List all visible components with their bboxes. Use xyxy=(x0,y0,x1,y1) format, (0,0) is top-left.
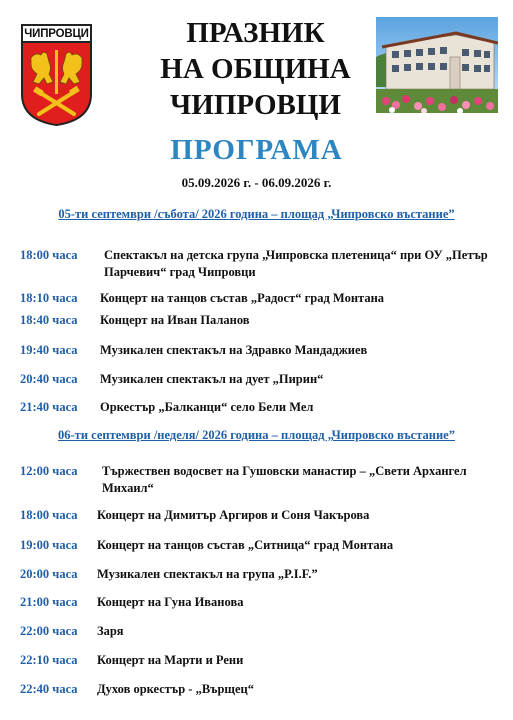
event-description: Концерт на танцов състав „Радост“ град Монтана xyxy=(100,291,385,305)
day-1-header: 05-ти септември /събота/ 2026 година – площад „Чипровско въстание” xyxy=(58,207,455,221)
event-description: Музикален спектакъл на дует „Пирин“ xyxy=(100,372,324,386)
event-description: Концерт на Иван Паланов xyxy=(100,313,250,327)
event-description: Спектакъл на детска група „Чипровска плетеница“ при ОУ „Петър Парчевич“ град Чипровци xyxy=(104,248,488,279)
title-line-2: НА ОБЩИНА xyxy=(160,53,351,85)
crest-label: ЧИПРОВЦИ xyxy=(24,28,89,40)
town-hall-photo xyxy=(376,17,498,113)
event-row xyxy=(20,463,500,497)
title-line-1: ПРАЗНИК xyxy=(186,17,325,49)
event-row xyxy=(20,312,500,329)
event-time: 19:00 часа xyxy=(20,538,78,552)
event-row xyxy=(20,594,500,611)
event-description: Тържествен водосвет на Гушовски манастир – „Свети Архангел Михаил“ xyxy=(102,464,467,495)
event-time: 20:40 часа xyxy=(20,372,78,386)
event-time: 19:40 часа xyxy=(20,343,78,357)
event-time: 22:00 часа xyxy=(20,624,78,638)
event-description: Концерт на танцов състав „Ситница“ град Монтана xyxy=(97,538,394,552)
event-row xyxy=(20,652,500,669)
festival-dates: 05.09.2026 г. - 06.09.2026 г. xyxy=(181,175,332,190)
municipality-crest xyxy=(19,22,94,127)
event-time: 18:00 часа xyxy=(20,248,78,262)
event-row xyxy=(20,507,500,524)
event-description: Духов оркестър - „Върщец“ xyxy=(97,682,254,696)
event-time: 20:00 часа xyxy=(20,567,78,581)
event-time: 18:40 часа xyxy=(20,313,78,327)
event-description: Музикален спектакъл на Здравко Мандаджиев xyxy=(100,343,368,357)
event-time: 12:00 часа xyxy=(20,464,78,478)
event-row xyxy=(20,290,500,307)
event-row xyxy=(20,342,500,359)
event-time: 18:00 часа xyxy=(20,508,78,522)
event-row xyxy=(20,399,500,416)
event-row xyxy=(20,566,500,583)
event-description: Концерт на Марти и Рени xyxy=(97,653,244,667)
program-heading: ПРОГРАМА xyxy=(170,134,343,166)
event-description: Оркестър „Балканци“ село Бели Мел xyxy=(100,400,314,414)
event-time: 22:40 часа xyxy=(20,682,78,696)
event-time: 22:10 часа xyxy=(20,653,78,667)
day-2-header: 06-ти септември /неделя/ 2026 година – площад „Чипровско въстание” xyxy=(58,428,455,442)
event-row xyxy=(20,247,500,281)
event-time: 21:00 часа xyxy=(20,595,78,609)
event-time: 21:40 часа xyxy=(20,400,78,414)
event-row xyxy=(20,371,500,388)
event-time: 18:10 часа xyxy=(20,291,78,305)
event-description: Концерт на Гуна Иванова xyxy=(97,595,244,609)
event-description: Концерт на Димитър Аргиров и Соня Чакърова xyxy=(97,508,370,522)
title-line-3: ЧИПРОВЦИ xyxy=(170,89,341,121)
event-row xyxy=(20,623,500,640)
building-image xyxy=(376,17,498,113)
event-row xyxy=(20,681,500,698)
page-title xyxy=(118,15,393,123)
event-description: Заря xyxy=(97,624,124,638)
event-row xyxy=(20,537,500,554)
event-description: Музикален спектакъл на група „P.I.F.” xyxy=(97,567,318,581)
